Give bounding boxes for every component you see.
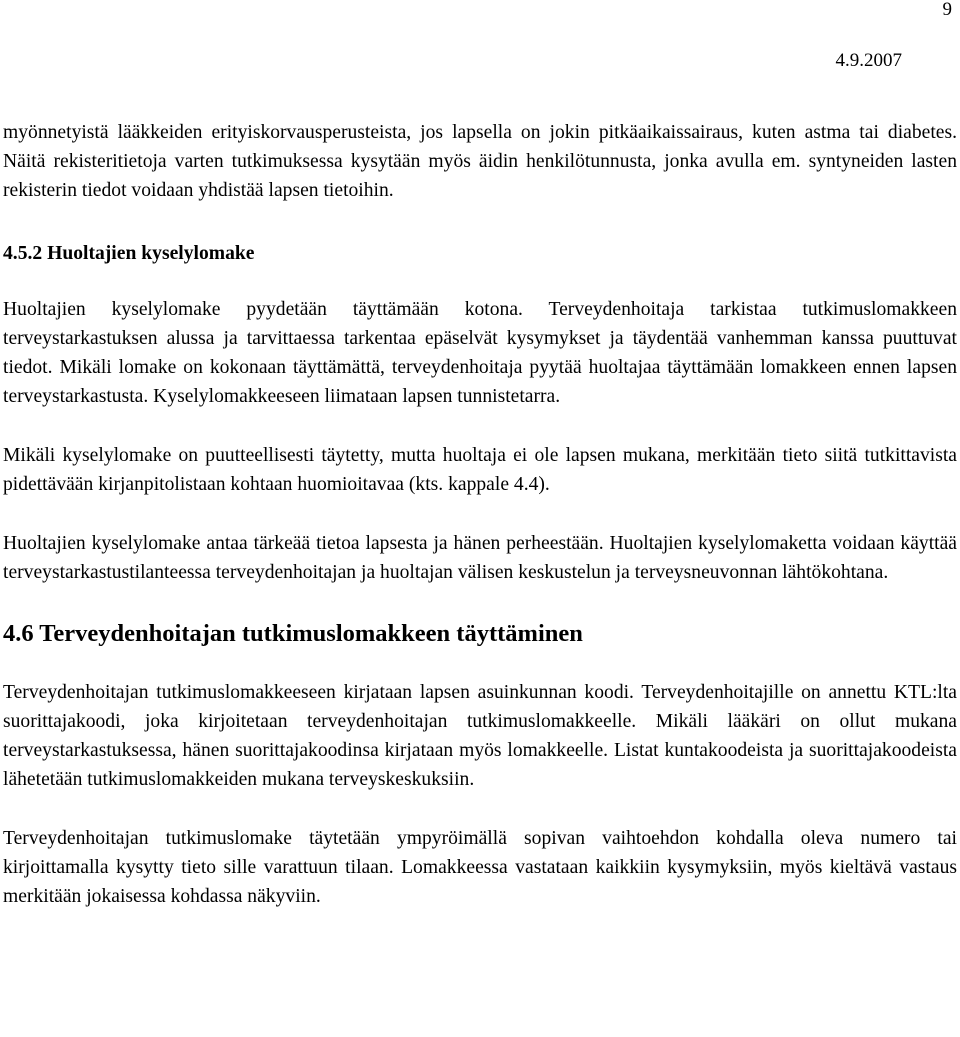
paragraph-incomplete-form: Mikäli kyselylomake on puutteellisesti täytetty, mutta huoltaja ei ole lapsen mukana, merkitään tieto siitä tutkittavista pidettävään kirjanpitolistaan kohtaan huomioitavaa (kts. kappale 4.4).	[3, 445, 957, 495]
section-heading-4-5-2: 4.5.2 Huoltajien kyselylomake	[3, 243, 255, 264]
section-heading-4-6: 4.6 Terveydenhoitajan tutkimuslomakkeen täyttäminen	[3, 620, 583, 647]
page-number: 9	[942, 0, 952, 20]
page-date: 4.9.2007	[835, 50, 902, 71]
document-body	[3, 118, 957, 911]
paragraph-nurse-form-filling: Terveydenhoitajan tutkimuslomake täytetään ympyröimällä sopivan vaihtoehdon kohdalla oleva numero tai kirjoittamalla kysytty tieto sille varattuun tilaan. Lomakkeessa vastataan kaikkiin kysymyksiin, myös kieltävä vastaus merkitään jokaisessa kohdassa näkyviin.	[3, 828, 957, 907]
paragraph-form-usage: Huoltajien kyselylomake antaa tärkeää tietoa lapsesta ja hänen perheestään. Huoltajien kyselylomaketta voidaan käyttää terveystarkastustilanteessa terveydenhoitajan ja huoltajan välisen keskustelun ja terveysneuvonnan lähtökohtana.	[3, 533, 957, 583]
paragraph-intro-continuation: myönnetyistä lääkkeiden erityiskorvausperusteista, jos lapsella on jokin pitkäaikaissairaus, kuten astma tai diabetes. Näitä rekisteritietoja varten tutkimuksessa kysytään myös äidin henkilötunnusta, jonka avulla em. syntyneiden lasten rekisterin tiedot voidaan yhdistää lapsen tietoihin.	[3, 122, 957, 201]
paragraph-guardian-form: Huoltajien kyselylomake pyydetään täyttämään kotona. Terveydenhoitaja tarkistaa tutkimuslomakkeen terveystarkastuksen alussa ja tarvittaessa tarkentaa epäselvät kysymykset ja täydentää vanhemman kanssa puuttuvat tiedot. Mikäli lomake on kokonaan täyttämättä, terveydenhoitaja pyytää huoltajaa täyttämään lomakkeen ennen lapsen terveystarkastusta. Kyselylomakkeeseen liimataan lapsen tunnistetarra.	[3, 299, 957, 407]
paragraph-nurse-form-codes: Terveydenhoitajan tutkimuslomakkeeseen kirjataan lapsen asuinkunnan koodi. Terveydenhoitajille on annettu KTL:lta suorittajakoodi, joka kirjoitetaan terveydenhoitajan tutkimuslomakkeelle. Mikäli lääkäri on ollut mukana terveystarkastuksessa, hänen suorittajakoodinsa kirjataan myös lomakkeelle. Listat kuntakoodeista ja suorittajakoodeista lähetetään tutkimuslomakkeiden mukana terveyskeskuksiin.	[3, 682, 957, 790]
